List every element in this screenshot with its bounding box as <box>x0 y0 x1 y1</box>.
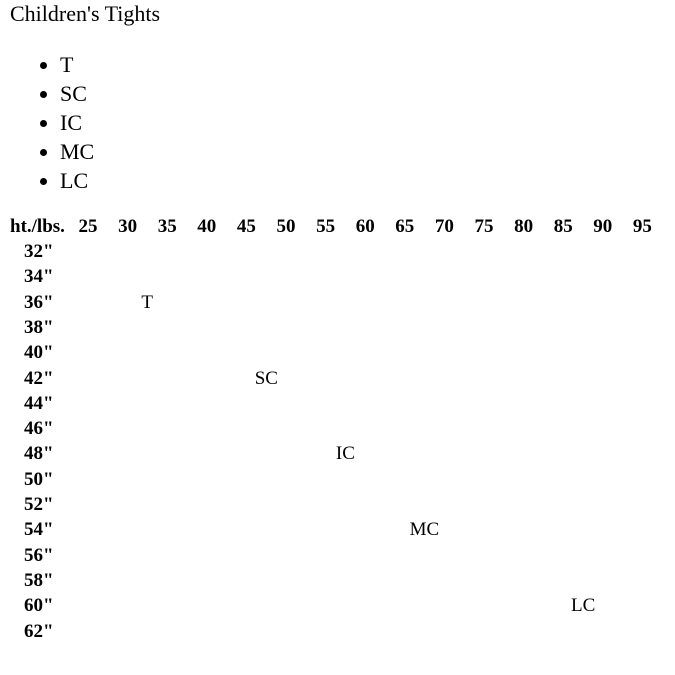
size-legend-list <box>0 50 94 195</box>
size-mark-sc: SC <box>254 367 278 389</box>
size-chart-table <box>0 214 675 654</box>
height-row-label: 52" <box>24 494 54 515</box>
height-row-label: 36" <box>24 291 54 313</box>
size-mark-t: T <box>141 291 153 313</box>
weight-header-65: 65 <box>395 216 415 237</box>
height-row-label: 44" <box>24 392 54 414</box>
size-mark-lc: LC <box>571 595 596 617</box>
height-row-label: 56" <box>24 544 54 566</box>
list-item: • SC <box>60 79 94 108</box>
height-row-label: 40" <box>24 342 54 364</box>
page-title: Children's Tights <box>10 1 161 26</box>
weight-header-50: 50 <box>276 216 296 237</box>
weight-header-30: 30 <box>118 216 138 237</box>
height-row-label: 34" <box>24 266 54 288</box>
list-item: • IC <box>60 108 94 137</box>
height-row-label: 62" <box>24 620 54 642</box>
weight-header-45: 45 <box>236 216 256 237</box>
weight-header-85: 85 <box>553 216 573 237</box>
height-row-label: 46" <box>24 418 54 440</box>
list-item: • T <box>60 50 94 79</box>
weight-header-40: 40 <box>197 216 217 237</box>
height-row-label: 60" <box>24 595 54 617</box>
weight-header-60: 60 <box>355 216 375 237</box>
height-row-label: 58" <box>24 569 54 591</box>
weight-header-95: 95 <box>632 216 652 237</box>
height-row-label: 38" <box>24 316 54 338</box>
list-item: • MC <box>60 137 94 166</box>
list-item: • LC <box>60 166 94 195</box>
height-row-label: 50" <box>24 468 54 490</box>
size-mark-mc: MC <box>409 519 440 541</box>
weight-header-35: 35 <box>157 216 177 237</box>
table-corner-label: ht./lbs. <box>10 216 65 237</box>
weight-header-55: 55 <box>316 216 336 237</box>
weight-header-90: 90 <box>593 216 613 237</box>
weight-header-80: 80 <box>514 216 534 237</box>
height-row-label: 32" <box>24 241 54 262</box>
height-row-label: 48" <box>24 443 54 465</box>
weight-header-25: 25 <box>78 216 98 237</box>
weight-header-70: 70 <box>434 216 454 237</box>
height-row-label: 54" <box>24 519 54 541</box>
weight-header-75: 75 <box>474 216 494 237</box>
height-row-label: 42" <box>24 367 54 389</box>
size-mark-ic: IC <box>335 443 355 465</box>
